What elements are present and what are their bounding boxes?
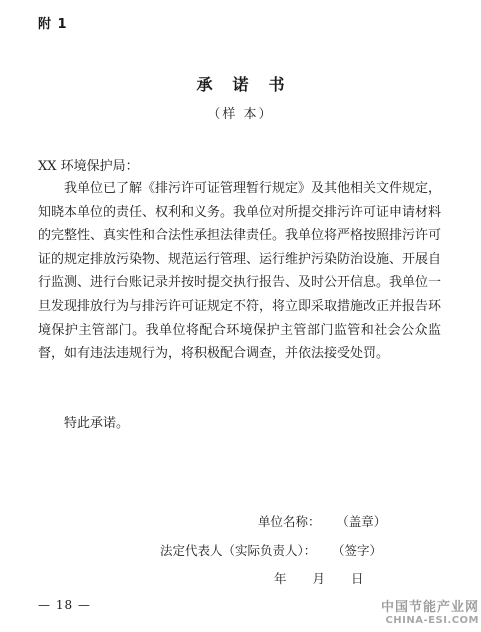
unit-name-label: 单位名称： <box>258 514 321 529</box>
date-year: 年 <box>274 571 287 586</box>
watermark-url-text: CHINA-ESI.COM <box>385 615 479 626</box>
site-watermark <box>361 600 479 630</box>
document-subtitle: （样 本） <box>207 107 274 122</box>
commitment-body: 我单位已了解《排污许可证管理暂行规定》及其他相关文件规定，知晓本单位的责任、权利和义务。我单位对所提交排污许可证申请材料的完整性、真实性和合法性承担法律责任。我单位将严格按照排污许可证的规定排放污染物、规范运行管理、运行维护污染防治设施、开展自行监测、进行台账记录并按时提交执行报告、及时公开信息。我单位一旦发现排放行为与排污许可证规定不符，将立即采取措施改正并报告环境保护主管部门。我单位将配合环境保护主管部门监管和社会公众监督，如有违法违规行为，将积极配合调查，并依法接受处罚。 <box>38 181 442 362</box>
seal-note: （盖章） <box>342 514 387 529</box>
signature-date-row <box>274 569 390 587</box>
signature-note: （签字） <box>338 543 383 558</box>
date-month: 月 <box>312 571 326 586</box>
addressee: XX 环境保护局： <box>38 159 139 174</box>
signature-unit-row <box>258 512 386 530</box>
date-day: 日 <box>351 571 364 586</box>
document-title: 承诺书 <box>196 75 305 94</box>
annex-label: 附 1 <box>38 17 68 32</box>
page-number: — 18 — <box>38 598 91 612</box>
closing-statement: 特此承诺。 <box>64 416 130 431</box>
signature-representative-row <box>160 541 382 559</box>
representative-label: 法定代表人（实际负责人）： <box>160 543 317 558</box>
watermark-main-text: 中国节能产业网 <box>380 600 479 615</box>
